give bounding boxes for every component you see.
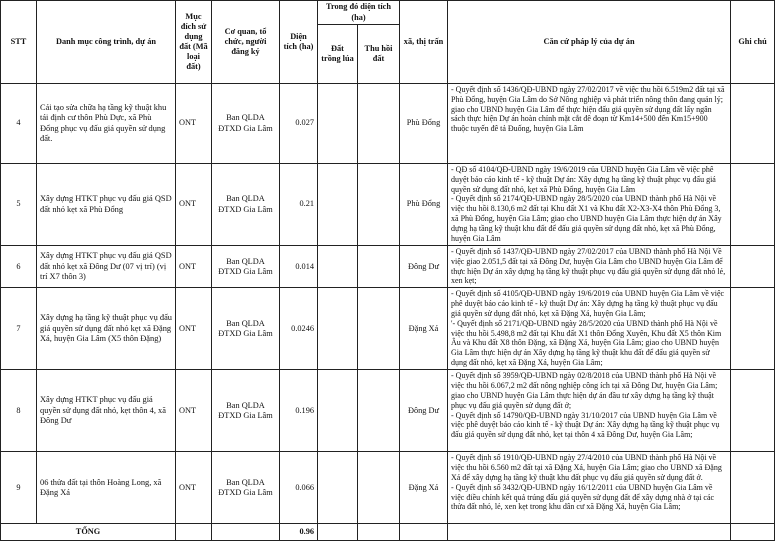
row-recovery bbox=[358, 452, 400, 524]
row-recovery bbox=[358, 84, 400, 164]
row-area: 0.21 bbox=[280, 164, 318, 246]
row-basis bbox=[448, 452, 731, 524]
header-area: Diện tích (ha) bbox=[280, 1, 318, 84]
header-org: Cơ quan, tổ chức, người đăng ký bbox=[212, 1, 280, 84]
header-land-code: Mục đích sử dụng đất (Mã loại đất) bbox=[176, 1, 212, 84]
row-basis bbox=[448, 370, 731, 452]
row-basis bbox=[448, 246, 731, 288]
row-project: 06 thửa đất tại thôn Hoàng Long, xã Đặng Xá bbox=[37, 452, 176, 524]
table-row bbox=[1, 288, 775, 370]
row-project: Xây dựng HTKT phục vụ đấu giá QSD đất nhỏ kẹt xã Đông Dư (07 vị trí) (vị trí X7 thôn 3) bbox=[37, 246, 176, 288]
row-note bbox=[731, 452, 775, 524]
row-rice bbox=[318, 452, 358, 524]
header-rice-land: Đất trồng lúa bbox=[318, 25, 358, 84]
header-stt: STT bbox=[1, 1, 37, 84]
row-project: Xây dựng HTKT phục vụ đấu giá quyền sử dụng đất nhỏ, kẹt thôn 4, xã Đông Dư bbox=[37, 370, 176, 452]
row-land-code: ONT bbox=[176, 164, 212, 246]
row-commune: Phù Đổng bbox=[400, 164, 448, 246]
row-stt: 7 bbox=[1, 288, 37, 370]
row-note bbox=[731, 84, 775, 164]
header-project: Danh mục công trình, dự án bbox=[37, 1, 176, 84]
row-commune: Đặng Xá bbox=[400, 288, 448, 370]
row-land-code: ONT bbox=[176, 246, 212, 288]
header-basis: Căn cứ pháp lý của dự án bbox=[448, 1, 731, 84]
total-empty-cell bbox=[318, 524, 358, 541]
row-area: 0.014 bbox=[280, 246, 318, 288]
header-note: Ghi chú bbox=[731, 1, 775, 84]
header-recovery: Thu hồi đất bbox=[358, 25, 400, 84]
row-stt: 8 bbox=[1, 370, 37, 452]
basis-item: - Quyết định số 2174/QĐ-UBND ngày 28/5/2020 của UBND thành phố Hà Nội về việc thu hồi 8.130,6 m2 đất tại Khu đất X1 và Khu đất X2-X3-X4 thôn Phù Đổng 3, xã Phù Đổng, huyện Gia Lâm; giao cho UBND huyện Gia Lâm thực hiện dự án Xây dựng hạ tầng kỹ thuật khu đất để đấu giá quyền sử dụng đất nhỏ, kẹt xã Phù Đổng, huyện Gia Lâm bbox=[451, 194, 722, 243]
row-commune: Đặng Xá bbox=[400, 452, 448, 524]
total-area: 0.96 bbox=[280, 524, 318, 541]
row-rice bbox=[318, 84, 358, 164]
total-label: TỔNG bbox=[1, 524, 176, 541]
row-stt: 5 bbox=[1, 164, 37, 246]
row-org: Ban QLDA ĐTXD Gia Lâm bbox=[212, 370, 280, 452]
basis-item: - Quyết định số 14790/QĐ-UBND ngày 31/10/2017 của UBND huyện Gia Lâm về việc phê duyệt báo cáo kinh tế - kỹ thuật Dự án: Xây dựng hạ tầng kỹ thuật phục vụ đấu giá quyền sử dụng đất nhỏ, kẹt tại thôn 4 xã Đông Dư, huyện Gia Lâm; bbox=[451, 410, 720, 440]
basis-item: '- Quyết định số 2171/QĐ-UBND ngày 28/5/2020 của UBND thành phố Hà Nội về việc thu hồi 5.498,8 m2 đất tại Khu đất X1 thôn Đổng Xuyên, Khu đất X5 thôn Kim Âu và Khu đất X8 thôn Đặng, xã Đặng Xá, huyện Gia Lâm; giao cho UBND huyện Gia Lâm thực hiện dự án Xây dựng hạ tầng kỹ thuật khu đất để đấu giá quyền sử dụng đất nhỏ, kẹt xã Đặng Xá, huyện Gia Lâm; bbox=[451, 318, 722, 368]
row-recovery bbox=[358, 288, 400, 370]
total-empty-cell bbox=[731, 524, 775, 541]
row-stt: 9 bbox=[1, 452, 37, 524]
basis-item: - Quyết định số 4105/QĐ-UBND ngày 19/6/2019 của UBND huyện Gia Lâm về việc phê duyệt báo cáo kinh tế - kỹ thuật Dự án: Xây dựng hạ tầng kỹ thuật phục vụ đấu giá quyền sử dụng đất nhỏ, kẹt xã Đặng Xá, huyện Gia Lâm; bbox=[451, 289, 725, 318]
row-recovery bbox=[358, 246, 400, 288]
row-note bbox=[731, 164, 775, 246]
row-org: Ban QLDA ĐTXD Gia Lâm bbox=[212, 246, 280, 288]
row-org: Ban QLDA ĐTXD Gia Lâm bbox=[212, 288, 280, 370]
row-land-code: ONT bbox=[176, 84, 212, 164]
row-basis bbox=[448, 288, 731, 370]
row-basis bbox=[448, 84, 731, 164]
total-empty-cell bbox=[176, 524, 212, 541]
basis-item: - QĐ số 4104/QĐ-UBND ngày 19/6/2019 của UBND huyện Gia Lâm về việc phê duyệt báo cáo kinh tế - kỹ thuật Dự án: Xây dựng hạ tầng kỹ thuật phục vụ đấu giá quyền sử dụng đất nhỏ, kẹt xã Phù Đổng, huyện Gia Lâm bbox=[451, 165, 716, 194]
row-project: Cải tạo sửa chữa hạ tầng kỹ thuật khu tái định cư thôn Phù Dực, xã Phù Đổng phục vụ đấu giá quyền sử dụng đất. bbox=[37, 84, 176, 164]
row-recovery bbox=[358, 370, 400, 452]
row-area: 0.027 bbox=[280, 84, 318, 164]
table-row bbox=[1, 370, 775, 452]
row-project: Xây dựng hạ tầng kỹ thuật phục vụ đấu giá quyền sử dụng đất nhỏ kẹt xã Đặng Xá, huyện Gia Lâm (X5 thôn Đặng) bbox=[37, 288, 176, 370]
row-note bbox=[731, 288, 775, 370]
row-area: 0.196 bbox=[280, 370, 318, 452]
row-org: Ban QLDA ĐTXD Gia Lâm bbox=[212, 452, 280, 524]
table-row bbox=[1, 452, 775, 524]
row-org: Ban QLDA ĐTXD Gia Lâm bbox=[212, 84, 280, 164]
row-stt: 4 bbox=[1, 84, 37, 164]
total-empty-cell bbox=[358, 524, 400, 541]
row-rice bbox=[318, 370, 358, 452]
row-org: Ban QLDA ĐTXD Gia Lâm bbox=[212, 164, 280, 246]
row-commune: Đông Dư bbox=[400, 246, 448, 288]
row-stt: 6 bbox=[1, 246, 37, 288]
header-of-which: Trong đó diện tích (ha) bbox=[318, 1, 400, 25]
total-empty-cell bbox=[212, 524, 280, 541]
row-land-code: ONT bbox=[176, 452, 212, 524]
total-empty-cell bbox=[448, 524, 731, 541]
row-recovery bbox=[358, 164, 400, 246]
row-rice bbox=[318, 246, 358, 288]
row-land-code: ONT bbox=[176, 288, 212, 370]
row-rice bbox=[318, 288, 358, 370]
table-row bbox=[1, 164, 775, 246]
row-commune: Đông Dư bbox=[400, 370, 448, 452]
total-empty-cell bbox=[400, 524, 448, 541]
basis-item: - Quyết định số 3959/QĐ-UBND ngày 02/8/2018 của UBND thành phố Hà Nội về việc thu hồi 6.067,2 m2 đất nông nghiệp công ích tại xã Đông Dư, huyện Gia Lâm; giao cho UBND huyện Gia Lâm thực hiện dự án đầu tư xây dựng hạ tầng kỹ thuật phục vụ đấu giá quyền sử dụng đất ở; bbox=[451, 371, 718, 410]
row-project: Xây dựng HTKT phục vụ đấu giá QSD đất nhỏ kẹt xã Phù Đổng bbox=[37, 164, 176, 246]
row-note bbox=[731, 370, 775, 452]
row-rice bbox=[318, 164, 358, 246]
row-area: 0.0246 bbox=[280, 288, 318, 370]
total-row bbox=[1, 524, 775, 541]
basis-item: - Quyết định số 1437/QĐ-UBND ngày 27/02/2017 của UBND thành phố Hà Nội Về việc giao 2.051,5 đất tại xã Đông Dư, huyện Gia Lâm cho UBND huyện Gia Lâm để thực hiện Dự án xây dựng hạ tầng kỹ thuật phục vụ đấu giá quyền sử dụng đất nhỏ lẻ, xen kẹt; bbox=[451, 247, 726, 286]
table-row bbox=[1, 84, 775, 164]
basis-item: - Quyết định số 1436/QĐ-UBND ngày 27/02/2017 về việc thu hồi 6.519m2 đất tại xã Phù Đổng, huyện Gia Lâm do Sở Nông nghiệp và phát triển nông thôn đang quản lý; giao cho UBND huyện Gia Lâm để thực hiện đấu giá quyền sử dụng đất lấy ngân sách thực hiện Dự án hoàn chỉnh mặt cắt đê đoạn từ Km14+500 đến Km15+900 thuộc tuyến đê tả Đuống, huyện Gia Lâm bbox=[451, 85, 725, 134]
row-note bbox=[731, 246, 775, 288]
row-basis bbox=[448, 164, 731, 246]
row-land-code: ONT bbox=[176, 370, 212, 452]
basis-item: - Quyết định số 3432/QĐ-UBND ngày 16/12/2011 của UBND huyện Gia Lâm về việc điều chỉnh kết quả trúng đấu giá quyền sử dụng đất để xây dựng nhà ở tại các thửa đất nhỏ, lẻ, xen kẹt trong khu dân cư xã Đặng Xá, huyện Gia Lâm; bbox=[451, 482, 715, 512]
row-area: 0.066 bbox=[280, 452, 318, 524]
basis-item: - Quyết định số 1910/QĐ-UBND ngày 27/4/2010 của UBND thành phố Hà Nội về việc thu hồi 6.560 m2 đất tại xã Đặng Xá, huyện Gia Lâm; giao cho UBND xã Đặng Xá để xây dựng hạ tầng kỹ thuật khu đất phục vụ đấu giá quyền sử dụng đất ở. bbox=[451, 453, 722, 482]
row-commune: Phù Đổng bbox=[400, 84, 448, 164]
header-commune: xã, thị trấn bbox=[400, 1, 448, 84]
table-row bbox=[1, 246, 775, 288]
